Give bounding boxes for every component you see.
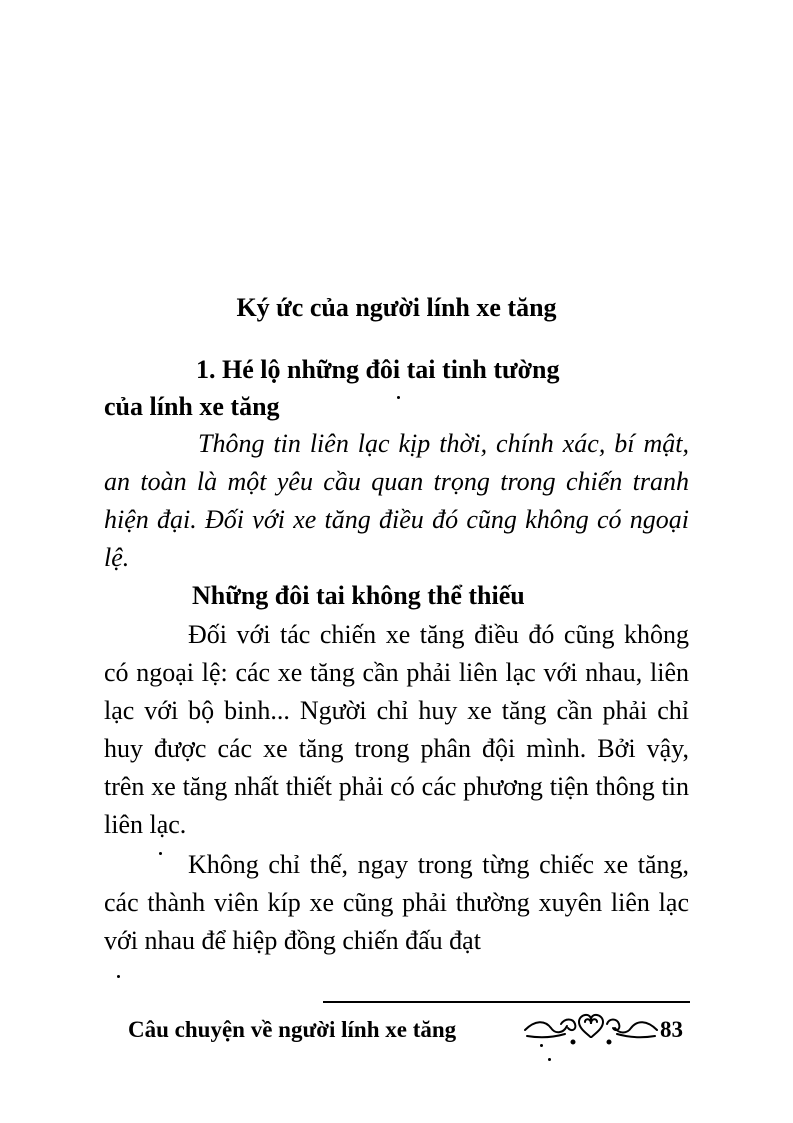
scan-speck <box>117 975 120 978</box>
footer-rule <box>323 1001 690 1003</box>
scan-speck <box>159 852 162 855</box>
lead-paragraph: Thông tin liên lạc kịp thời, chính xác, bí mật, an toàn là một yêu cầu quan trọng trong chiến tranh hiện đại. Đối với xe tăng điều đó cũng không có ngoại lệ. <box>104 429 689 572</box>
scan-speck <box>540 1044 543 1047</box>
body-paragraph-1: Đối với tác chiến xe tăng điều đó cũng không có ngoại lệ: các xe tăng cần phải liên lạc với nhau, liên lạc với bộ binh... Người chỉ huy xe tăng cần phải chỉ huy được các xe tăng trong phân đội mình. Bởi vậy, trên xe tăng nhất thiết phải có các phương tiện thông tin liên lạc. <box>104 620 689 839</box>
section-heading-line-2: của lính xe tăng <box>104 392 280 421</box>
scan-speck <box>548 1058 551 1061</box>
chapter-title: Ký ức của người lính xe tăng <box>236 293 557 322</box>
footer-book-title: Câu chuyện về người lính xe tăng <box>128 1017 457 1042</box>
page-number: 83 <box>660 1017 683 1042</box>
section-heading-line-1: 1. Hé lộ những đôi tai tinh tường <box>196 355 560 384</box>
scan-speck <box>397 396 400 399</box>
body-paragraph-2: Không chỉ thế, ngay trong từng chiếc xe tăng, các thành viên kíp xe cũng phải thường xuyên liên lạc với nhau để hiệp đồng chiến đấu đạt <box>104 850 689 955</box>
subheading: Những đôi tai không thể thiếu <box>192 581 525 610</box>
